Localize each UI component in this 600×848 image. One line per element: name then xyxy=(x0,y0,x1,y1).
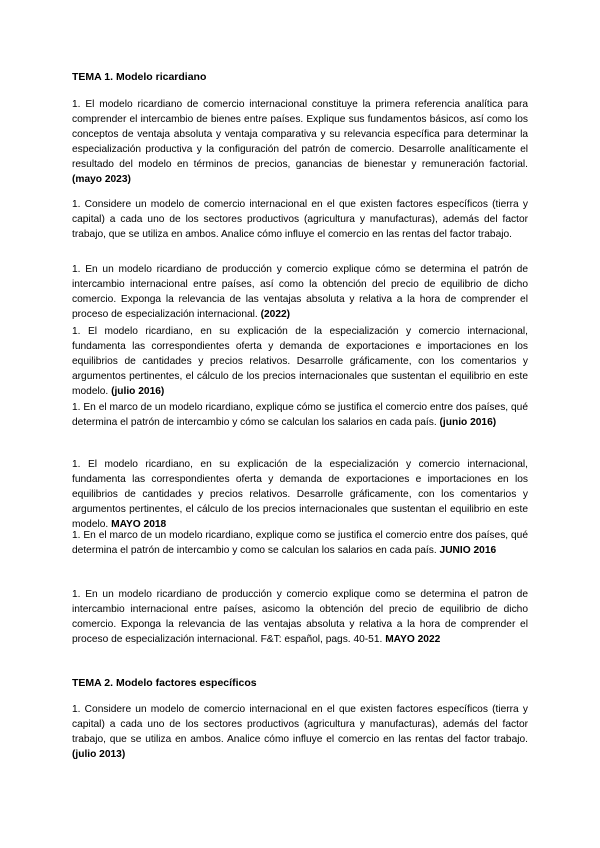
question-text: 1. En el marco de un modelo ricardiano, explique como se justifica el comercio entre dos países, qué determina el patrón de intercambio y como se calculan los salarios en cada país. xyxy=(72,530,528,556)
question-text: 1. Considere un modelo de comercio internacional en el que existen factores específicos (tierra y capital) a cada uno de los sectores productivos (agricultura y manufacturas), además del factor trabajo, que se utiliza en ambos. Analice cómo influye el comercio en las rentas del factor trabajo. xyxy=(72,199,528,240)
question-tema1-1 xyxy=(72,98,528,187)
section-title-tema-2: TEMA 2. Modelo factores específicos xyxy=(72,677,257,689)
question-text: 1. En un modelo ricardiano de producción y comercio explique como se determina el patron de intercambio internacional entre países, asicomo la obtención del precio de equilibrio de dicho comercio. Exponga la relevancia de las ventajas absoluta y relativa a la hora de comprender el proceso de especialización internacional. F&T: español, pags. 40-51. xyxy=(72,589,528,645)
question-date: (julio 2016) xyxy=(111,385,165,397)
question-text: 1. El modelo ricardiano, en su explicación de la especialización y comercio internacional, fundamenta las correspondientes oferta y demanda de exportaciones e importaciones en los equilibrios de cantidades y precios relativos. Desarrolle gráficamente, con los comentarios y argumentos pertinentes, el cálculo de los precios internacionales que sustentan el equilibrio en este modelo. xyxy=(72,326,528,397)
question-date: (junio 2016) xyxy=(439,416,497,428)
question-text: 1. El modelo ricardiano de comercio internacional constituye la primera referencia analítica para comprender el intercambio de bienes entre países. Explique sus fundamentos básicos, así como los conceptos de ventaja absoluta y ventaja comparativa y su relevancia específica para determinar la especialización productiva y la configuración del patrón de comercio. Desarrolle analíticamente el resultado del modelo en términos de precios, ganancias de bienestar y remuneración factorial. xyxy=(72,99,528,170)
question-tema1-3 xyxy=(72,263,528,323)
question-date: (julio 2013) xyxy=(72,748,126,760)
question-date: MAYO 2018 xyxy=(111,518,167,530)
question-tema1-7 xyxy=(72,529,528,559)
question-tema1-4 xyxy=(72,325,528,400)
question-date: JUNIO 2016 xyxy=(439,544,497,556)
section-title-tema-1: TEMA 1. Modelo ricardiano xyxy=(72,71,207,83)
question-text: 1. En un modelo ricardiano de producción y comercio explique cómo se determina el patrón de intercambio internacional entre países, así como la obtención del precio de equilibrio de dicho comercio. Exponga la relevancia de las ventajas absoluta y relativa a la hora de comprender el proceso de especialización internacional. xyxy=(72,264,528,320)
question-date: (mayo 2023) xyxy=(72,173,131,185)
question-tema1-8 xyxy=(72,588,528,648)
question-tema1-6 xyxy=(72,458,528,533)
question-date: MAYO 2022 xyxy=(385,633,441,645)
question-text: 1. En el marco de un modelo ricardiano, explique cómo se justifica el comercio entre dos países, qué determina el patrón de intercambio y cómo se calculan los salarios en cada país. xyxy=(72,402,528,428)
question-text: 1. Considere un modelo de comercio internacional en el que existen factores específicos (tierra y capital) a cada uno de los sectores productivos (agricultura y manufacturas), además del factor trabajo, que se utiliza en ambos. Analice cómo influye el comercio en las rentas del factor trabajo. xyxy=(72,704,528,745)
question-date: (2022) xyxy=(260,308,291,320)
question-text: 1. El modelo ricardiano, en su explicación de la especialización y comercio internacional, fundamenta las correspondientes oferta y demanda de exportaciones e importaciones en los equilibrios de cantidades y precios relativos. Desarrolle gráficamente, con los comentarios y argumentos pertinentes, el cálculo de los precios internacionales que sustentan el equilibrio en este modelo. xyxy=(72,459,528,530)
question-tema1-5 xyxy=(72,401,528,431)
question-tema1-2 xyxy=(72,198,528,243)
question-tema2-1 xyxy=(72,703,528,763)
